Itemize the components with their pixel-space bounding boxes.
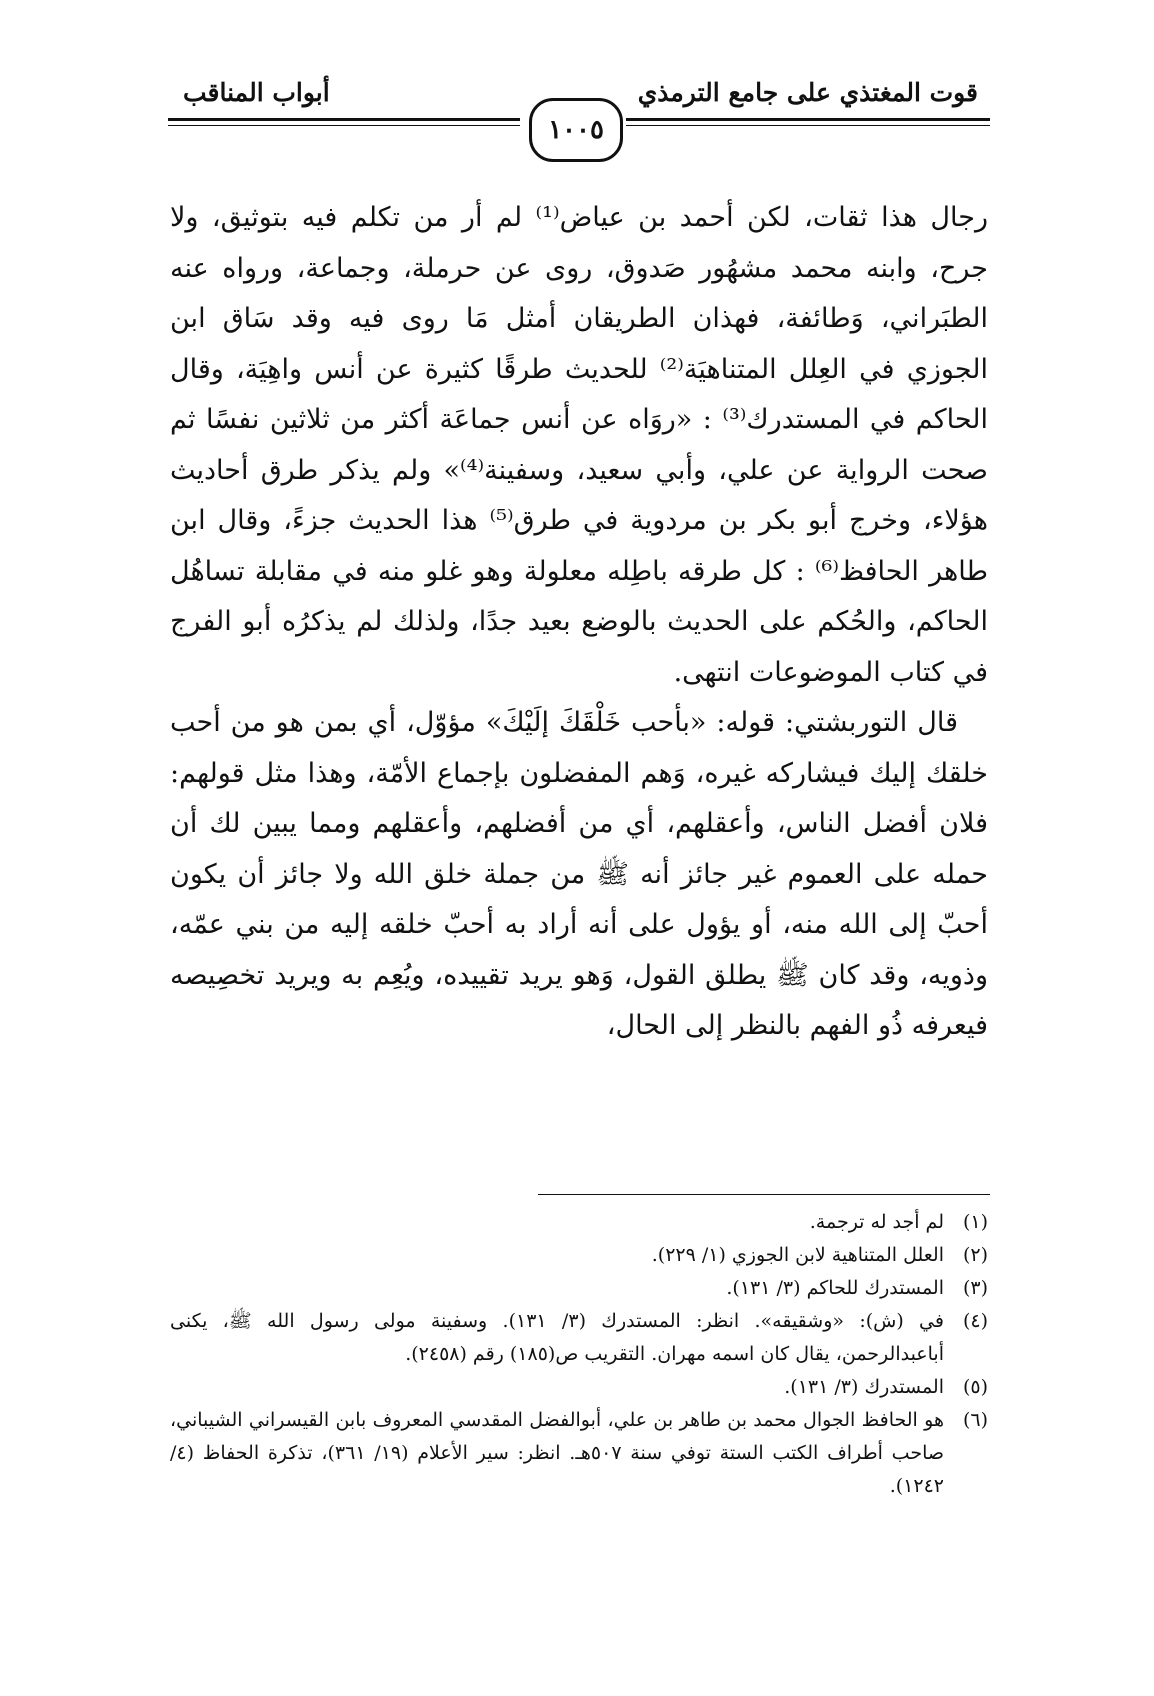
footnote-number: (١) <box>962 1211 988 1233</box>
running-header-book-title: قوت المغتذي على جامع الترمذي <box>637 78 978 107</box>
footnote-number: (٢) <box>962 1244 988 1266</box>
paragraph-2: قال التوربشتي: قوله: «بأحب خَلْقَكَ إلَيْكَ» مؤوّل، أي بمن هو من أحب خلقك إليك فيشاركه غيره، وَهم المفضلون بإجماع الأمّة، وهذا مثل قولهم: فلان أفضل الناس، وأعقلهم، أي من أفضلهم، وأعقلهم ومما يبين لك أن حمله على العموم غير جائز أنه ﷺ من جملة خلق الله ولا جائز أن يكون أحبّ إلى الله منه، أو يؤول على أنه أراد به أحبّ خلقه إليه من بني عمّه، وذويه، وقد كان ﷺ يطلق القول، وَهو يريد تقييده، ويُعِم به ويريد تخصِيصه فيعرفه ذُو الفهم بالنظر إلى الحال، <box>170 707 988 1041</box>
footnote-item <box>170 1305 988 1371</box>
footnote-number: (٤) <box>962 1310 988 1332</box>
header-rule-left-thin <box>168 125 520 126</box>
footnote-text: المستدرك للحاكم (٣/ ١٣١). <box>726 1277 944 1299</box>
page-number-badge <box>529 98 623 162</box>
main-text <box>170 193 988 1052</box>
footnote-item <box>170 1371 988 1404</box>
footnote-item <box>170 1239 988 1272</box>
page-number: ١٠٠٥ <box>548 115 604 145</box>
footnotes <box>170 1206 988 1503</box>
footnote-number: (٣) <box>962 1277 988 1299</box>
footnote-text: العلل المتناهية لابن الجوزي (١/ ٢٢٩). <box>651 1244 944 1266</box>
footnote-text: في (ش): «وشقيقه». انظر: المستدرك (٣/ ١٣١). وسفينة مولى رسول الله ﷺ، يكنى أباعبدالرحمن، يقال كان اسمه مهران. التقريب ص(١٨٥) رقم (٢٤٥٨). <box>170 1310 944 1365</box>
footnote-item <box>170 1272 988 1305</box>
footnote-item <box>170 1404 988 1503</box>
paragraph-1: رجال هذا ثقات، لكن أحمد بن عياض⁽¹⁾ لم أر من تكلم فيه بتوثيق، ولا جرح، وابنه محمد مشهُور صَدوق، روى عن حرملة، وجماعة، ورواه عنه الطبَراني، وَطائفة، فهذان الطريقان أمثل مَا روى فيه وقد سَاق ابن الجوزي في العِلل المتناهيَة⁽²⁾ للحديث طرقًا كثيرة عن أنس واهِيَة، وقال الحاكم في المستدرك⁽³⁾ : «روَاه عن أنس جماعَة أكثر من ثلاثين نفسًا ثم صحت الرواية عن علي، وأبي سعيد، وسفينة⁽⁴⁾» ولم يذكر طرق أحاديث هؤلاء، وخرج أبو بكر بن مردوية في طرق⁽⁵⁾ هذا الحديث جزءً، وقال ابن طاهر الحافظ⁽⁶⁾ : كل طرقه باطِله معلولة وهو غلو منه في مقابلة تساهُل الحاكم، والحُكم على الحديث بالوضع بعيد جدًا، ولذلك لم يذكرُه أبو الفرج في كتاب الموضوعات انتهى. <box>170 202 989 688</box>
footnote-number: (٦) <box>962 1409 988 1431</box>
footnote-number: (٥) <box>962 1376 988 1398</box>
footnote-text: لم أجد له ترجمة. <box>809 1211 944 1233</box>
header-rule-right-thick <box>626 118 990 121</box>
footnote-text: المستدرك (٣/ ١٣١). <box>784 1376 944 1398</box>
footnote-text: هو الحافظ الجوال محمد بن طاهر بن علي، أبوالفضل المقدسي المعروف بابن القيسراني الشيباني، صاحب أطراف الكتب الستة توفي سنة ٥٠٧هـ. انظر: سير الأعلام (١٩/ ٣٦١)، تذكرة الحفاظ (٤/ ١٢٤٢). <box>170 1409 945 1497</box>
footnote-item <box>170 1206 988 1239</box>
footnote-separator <box>538 1194 990 1195</box>
header-rule-left-thick <box>168 118 520 121</box>
running-header-chapter: أبواب المناقب <box>183 78 330 107</box>
header-rule-right-thin <box>626 125 990 126</box>
